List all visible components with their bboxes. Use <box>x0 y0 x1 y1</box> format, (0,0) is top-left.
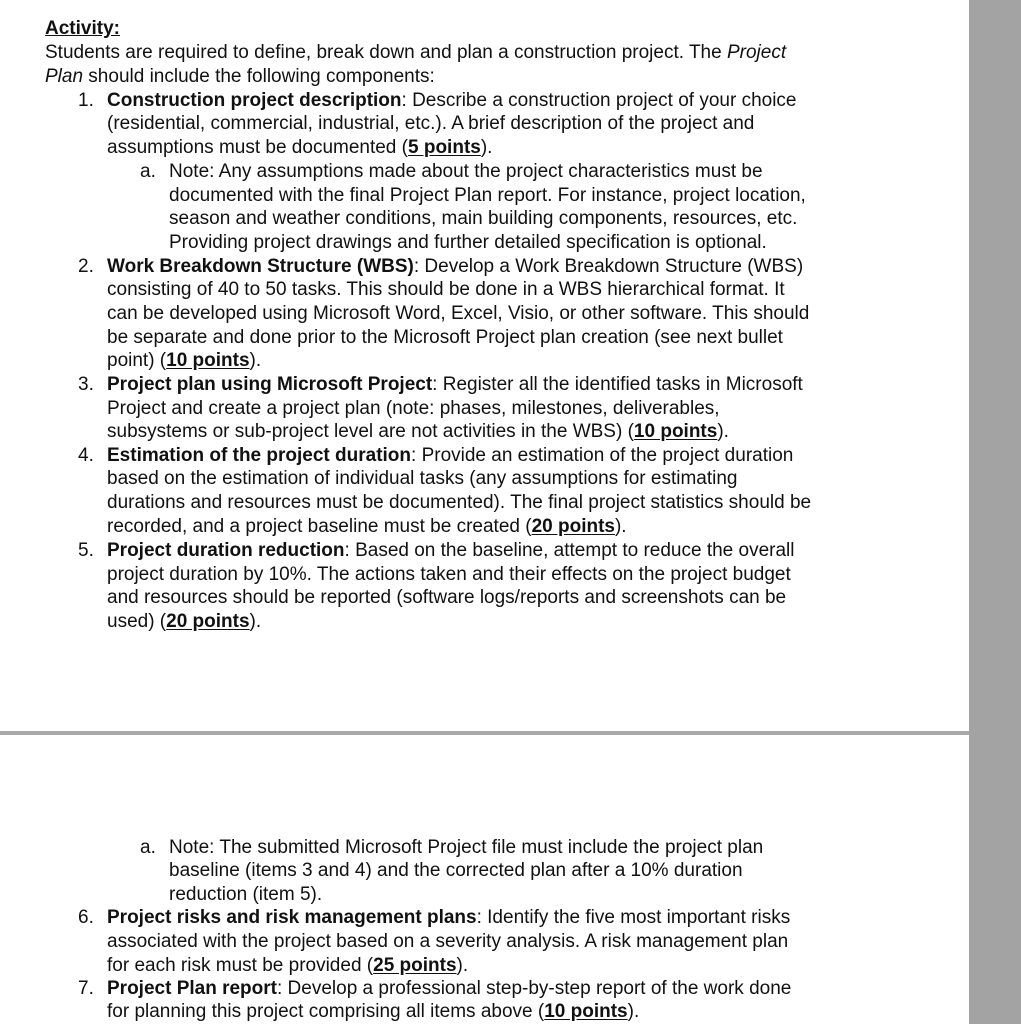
item-1-line-3: assumptions must be documented (5 points). <box>107 137 493 158</box>
item-2-line-4: be separate and done prior to the Microsoft Project plan creation (see next bullet <box>107 327 783 348</box>
sub-item-label: a. <box>140 161 156 182</box>
item-number: 3. <box>78 374 94 395</box>
item-7-line-2: for planning this project comprising all items above (10 points). <box>107 1001 640 1022</box>
item-4-line-2: based on the estimation of individual tasks (any assumptions for estimating <box>107 468 738 489</box>
intro-line-1: Students are required to define, break down and plan a construction project. The Project <box>45 42 787 63</box>
item-3-line-1: Project plan using Microsoft Project: Register all the identified tasks in Microsoft <box>107 374 803 395</box>
sub-note-line-3: season and weather conditions, main building components, resources, etc. <box>169 208 798 229</box>
item-number: 2. <box>78 256 94 277</box>
item-3-line-3: subsystems or sub-project level are not activities in the WBS) (10 points). <box>107 421 729 442</box>
item-number: 4. <box>78 445 94 466</box>
item-4-line-1: Estimation of the project duration: Provide an estimation of the project duration <box>107 445 794 466</box>
item-4-line-3: durations and resources must be documented). The final project statistics should be <box>107 492 812 513</box>
item-2-line-3: can be developed using Microsoft Word, Excel, Visio, or other software. This should <box>107 303 810 324</box>
activity-heading: Activity: <box>45 18 120 39</box>
item-6-line-2: associated with the project based on a severity analysis. A risk management plan <box>107 931 789 952</box>
item-number: 5. <box>78 540 94 561</box>
sub-item-label: a. <box>140 837 156 858</box>
points-10: 10 points <box>166 350 250 371</box>
sub-note-2-line-2: baseline (items 3 and 4) and the corrected plan after a 10% duration <box>169 860 743 881</box>
item-6-line-3: for each risk must be provided (25 points). <box>107 955 469 976</box>
intro-line-2: Plan should include the following components: <box>45 66 435 87</box>
points-10: 10 points <box>544 1001 628 1022</box>
item-3-line-2: Project and create a project plan (note: phases, milestones, deliverables, <box>107 398 720 419</box>
item-number: 1. <box>78 90 94 111</box>
points-20: 20 points <box>166 611 250 632</box>
item-7-line-1: Project Plan report: Develop a professional step-by-step report of the work done <box>107 978 792 999</box>
item-number: 7. <box>78 978 94 999</box>
item-number: 6. <box>78 907 94 928</box>
sub-note-line-4: Providing project drawings and further detailed specification is optional. <box>169 232 767 253</box>
item-5-line-2: project duration by 10%. The actions taken and their effects on the project budget <box>107 564 791 585</box>
item-2-line-1: Work Breakdown Structure (WBS): Develop a Work Breakdown Structure (WBS) <box>107 256 804 277</box>
item-5-line-3: and resources should be reported (software logs/reports and screenshots can be <box>107 587 787 608</box>
item-1-line-1: Construction project description: Describe a construction project of your choice <box>107 90 797 111</box>
sub-note-line-2: documented with the final Project Plan report. For instance, project location, <box>169 185 806 206</box>
points-10: 10 points <box>633 421 718 442</box>
item-6-line-1: Project risks and risk management plans: Identify the five most important risks <box>107 907 791 928</box>
item-2-line-2: consisting of 40 to 50 tasks. This should be done in a WBS hierarchical format. It <box>107 279 785 300</box>
item-1-line-2: (residential, commercial, industrial, etc.). A brief description of the project and <box>107 113 755 134</box>
points-25: 25 points <box>373 955 457 976</box>
scrollbar-track[interactable] <box>969 0 1021 1024</box>
points-20: 20 points <box>531 516 615 537</box>
item-4-line-4: recorded, and a project baseline must be created (20 points). <box>107 516 627 537</box>
sub-note-2-line-3: reduction (item 5). <box>169 884 323 905</box>
page-separator <box>0 731 969 735</box>
item-5-line-4: used) (20 points). <box>107 611 262 632</box>
sub-note-line-1: Note: Any assumptions made about the project characteristics must be <box>169 161 763 182</box>
sub-note-2-line-1: Note: The submitted Microsoft Project file must include the project plan <box>169 837 764 858</box>
points-5: 5 points <box>408 137 481 158</box>
item-2-line-5: point) (10 points). <box>107 350 262 371</box>
item-5-line-1: Project duration reduction: Based on the baseline, attempt to reduce the overall <box>107 540 795 561</box>
